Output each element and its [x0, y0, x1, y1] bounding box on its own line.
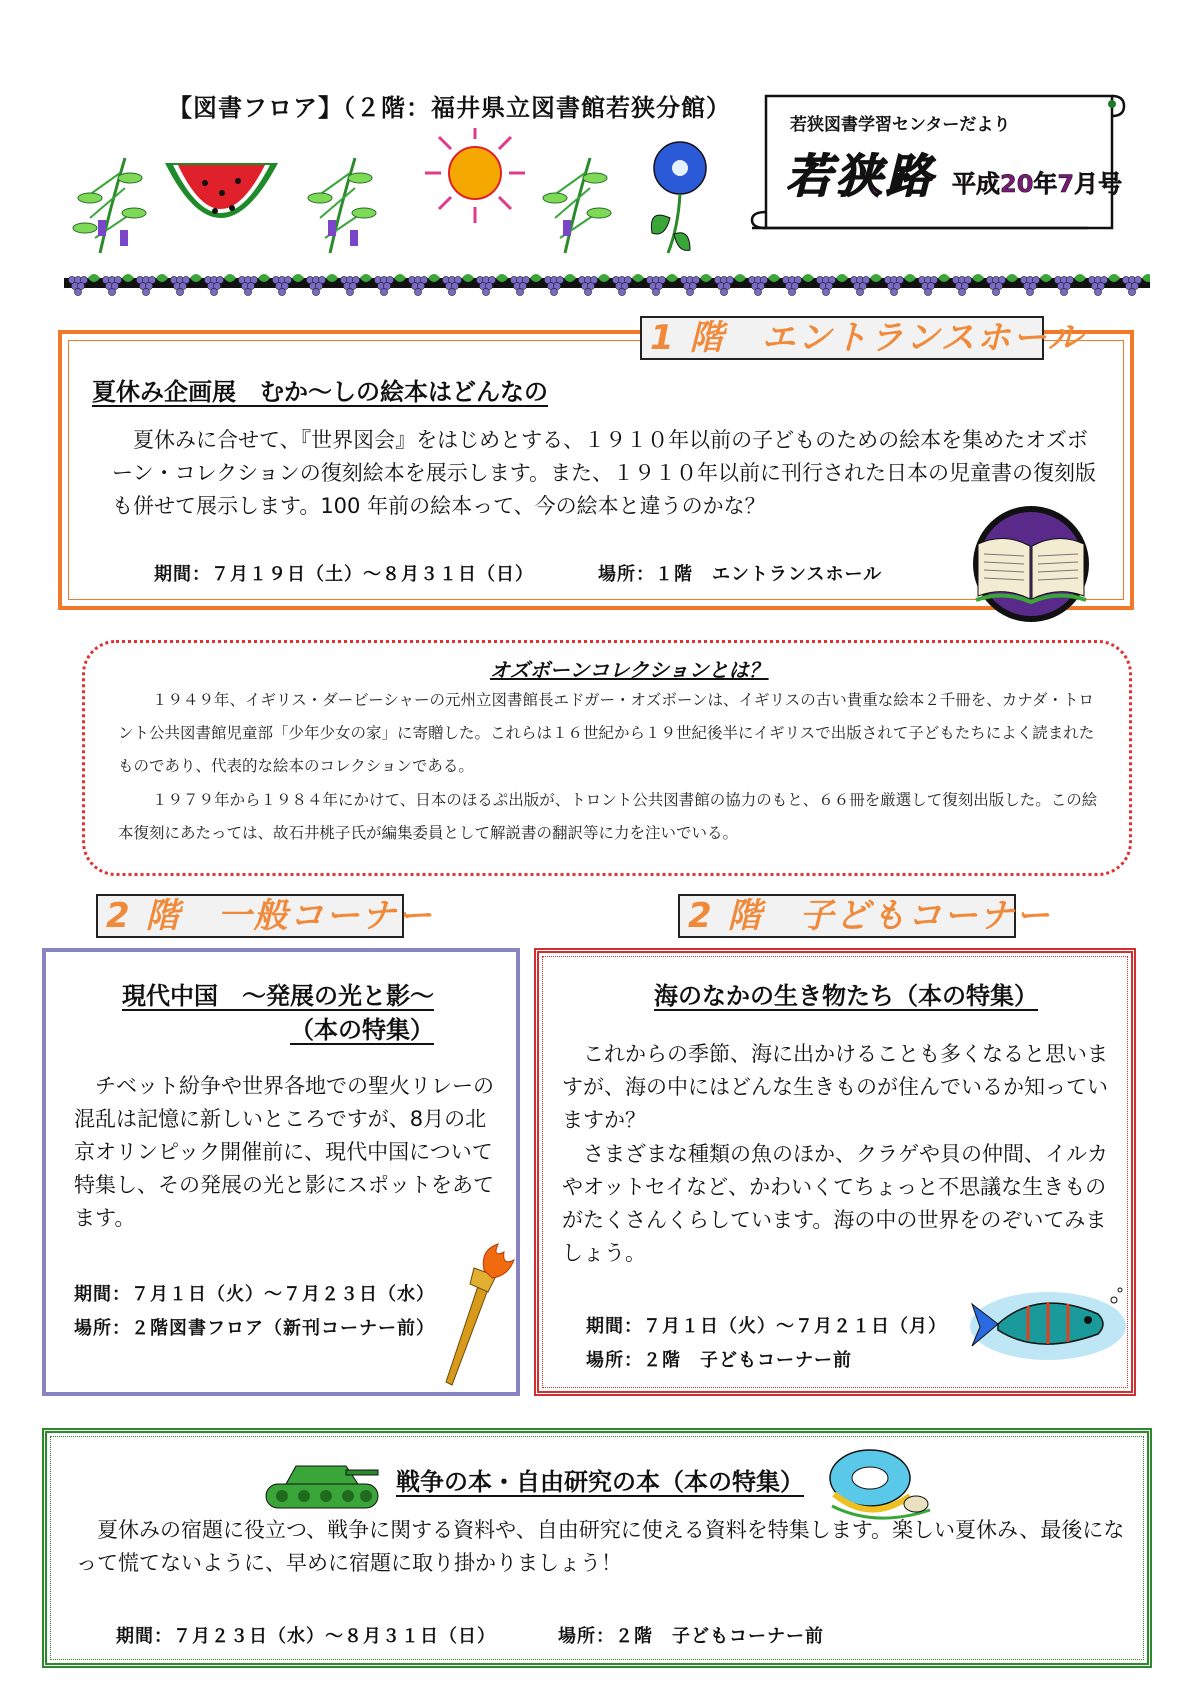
- torch-icon: [440, 1240, 526, 1390]
- osborne-title: オズボーンコレクションとは？: [490, 658, 769, 682]
- watermelon-icon: [165, 163, 278, 218]
- war-place: 場所：２階 子どもコーナー前: [558, 1626, 824, 1647]
- war-heading: 戦争の本・自由研究の本（本の特集）: [396, 1468, 804, 1496]
- sea-body-1: これからの季節、海に出かけることも多くなると思いますが、海の中にはどんな生きものが住んでいるか知っていますか？: [562, 1042, 1108, 1132]
- exhibition-heading: 夏休み企画展 むか～しの絵本はどんなの: [92, 378, 548, 406]
- china-place: 場所：２階図書フロア（新刊コーナー前）: [74, 1318, 435, 1339]
- open-book-icon: [966, 504, 1096, 624]
- newsletter-name: 若狭路: [786, 149, 936, 203]
- newsletter-issue: 平成20年7月号: [952, 170, 1123, 198]
- exhibition-period: 期間：７月１９日（土）～８月３１日（日）: [154, 564, 534, 585]
- sea-body-2: さまざまな種類の魚のほか、クラゲや貝の仲間、イルカやオットセイなど、かわいくてちょっと不思議な生きものがたくさんくらしています。海の中の世界をのぞいてみましょう。: [562, 1142, 1108, 1265]
- section-tag-general: 2 階 一般コーナー: [96, 894, 404, 938]
- floor-title: 【図書フロア】（２階：福井県立図書館若狭分館）: [168, 94, 731, 122]
- china-period: 期間：７月１日（火）～７月２３日（水）: [74, 1284, 435, 1305]
- tank-icon: [262, 1444, 382, 1514]
- section-tag-children: 2 階 子どもコーナー: [678, 894, 1016, 938]
- china-body: チベット紛争や世界各地での聖火リレーの混乱は記憶に新しいところですが、8月の北京オリンピック開催前に、現代中国について特集し、その発展の光と影にスポットをあてます。: [74, 1074, 494, 1230]
- bamboo-icon: [543, 158, 611, 253]
- exhibition-place: 場所：１階 エントランスホール: [598, 564, 883, 585]
- grape-border-icon: [64, 270, 1150, 300]
- war-body: 夏休みの宿題に役立つ、戦争に関する資料や、自由研究に使える資料を特集します。楽しい夏休み、最後になって慌てないように、早めに宿題に取り掛かりましょう！: [76, 1518, 1125, 1575]
- war-period: 期間：７月２３日（水）～８月３１日（日）: [116, 1626, 496, 1647]
- china-heading-line1: 現代中国 ～発展の光と影～: [122, 982, 434, 1010]
- swim-ring-icon: [826, 1444, 936, 1524]
- sea-place: 場所：２階 子どもコーナー前: [586, 1350, 852, 1371]
- sea-heading: 海のなかの生き物たち（本の特集）: [654, 982, 1038, 1010]
- bamboo-icon: [308, 158, 376, 253]
- osborne-paragraph-1: １９４９年、イギリス・ダービーシャーの元州立図書館長エドガー・オズボーンは、イギリスの古い貴重な絵本２千冊を、カナダ・トロント公共図書館児童部「少年少女の家」に寄贈した。これらは１６世紀から１９世紀後半にイギリスで出版されて子どもたちによく読まれたものであり、代表的な絵本のコレクションである。: [118, 691, 1095, 775]
- fish-icon: [968, 1280, 1128, 1364]
- newsletter-subtitle: 若狭図書学習センターだより: [790, 115, 1011, 135]
- sea-period: 期間：７月１日（火）～７月２１日（月）: [586, 1316, 947, 1337]
- section-tag-floor1: 1 階 エントランスホール: [640, 316, 1044, 360]
- china-heading-line2: （本の特集）: [290, 1016, 434, 1044]
- bamboo-icon: [73, 158, 146, 253]
- sun-icon: [425, 128, 525, 223]
- morning-glory-icon: [651, 142, 706, 253]
- summer-decoration-row: [60, 128, 720, 258]
- exhibition-body: 夏休みに合せて、『世界図会』をはじめとする、１９１０年以前の子どものための絵本を集めたオズボーン・コレクションの復刻絵本を展示します。また、１９１０年以前に刊行された日本の児童書の復刻版も併せて展示します。100 年前の絵本って、今の絵本と違うのかな？: [112, 428, 1097, 518]
- osborne-paragraph-2: １９７９年から１９８４年にかけて、日本のほるぷ出版が、トロント公共図書館の協力のもと、６６冊を厳選して復刻出版した。この絵本復刻にあたっては、故石井桃子氏が編集委員として解説書の翻訳等に力を注いでいる。: [118, 791, 1098, 842]
